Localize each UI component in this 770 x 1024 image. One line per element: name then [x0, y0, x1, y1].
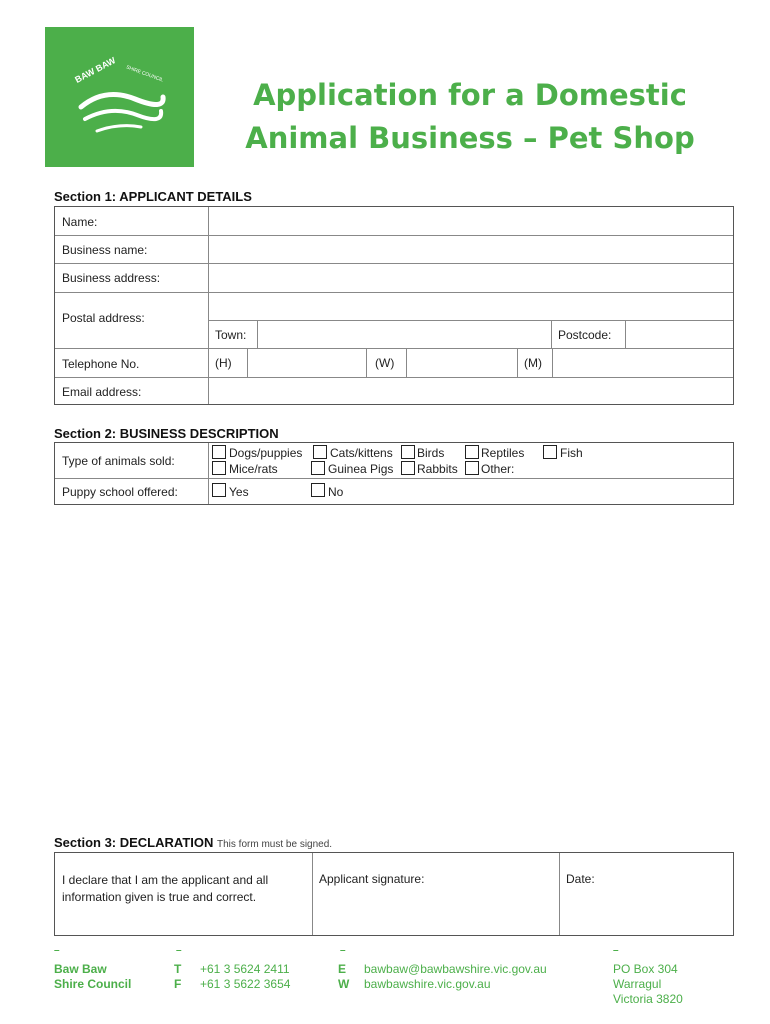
footer-phone-keys — [174, 962, 181, 992]
mice-checkbox[interactable] — [212, 461, 226, 475]
declaration-line-1: I declare that I am the applicant and all — [62, 873, 269, 887]
date-field[interactable] — [560, 853, 733, 935]
footer-w: W — [338, 977, 350, 991]
guinea-pigs-label: Guinea Pigs — [328, 462, 394, 476]
mobile-phone-field[interactable] — [553, 349, 733, 377]
footer-f: F — [174, 977, 182, 991]
footer-contacts — [364, 962, 547, 992]
title-line-2: Animal Business – Pet Shop — [245, 121, 695, 155]
signature-label: Applicant signature: — [319, 872, 425, 886]
footer-state: Victoria 3820 — [613, 992, 683, 1006]
rabbits-label: Rabbits — [417, 462, 458, 476]
puppy-no-checkbox[interactable] — [311, 483, 325, 497]
footer-po: PO Box 304 — [613, 962, 678, 976]
puppy-yes-label: Yes — [229, 485, 249, 499]
section-2-heading: Section 2: BUSINESS DESCRIPTION — [54, 426, 279, 441]
logo-subtext: SHIRE COUNCIL — [125, 64, 165, 84]
cats-label: Cats/kittens — [330, 446, 393, 460]
fish-checkbox[interactable] — [543, 445, 557, 459]
work-phone-field[interactable] — [407, 349, 517, 377]
birds-label: Birds — [417, 446, 445, 460]
mice-label: Mice/rats — [229, 462, 278, 476]
footer-council-name — [54, 962, 131, 992]
fish-label: Fish — [560, 446, 583, 460]
signature-field[interactable] — [313, 853, 559, 935]
footer-contact-keys — [338, 962, 349, 992]
mobile-phone-label: (M) — [524, 356, 542, 370]
reptiles-label: Reptiles — [481, 446, 525, 460]
birds-checkbox[interactable] — [401, 445, 415, 459]
council-logo — [45, 27, 194, 167]
section-1-heading: Section 1: APPLICANT DETAILS — [54, 189, 252, 204]
home-phone-label: (H) — [215, 356, 232, 370]
page-title — [200, 74, 740, 160]
footer-phone[interactable]: +61 3 5624 2411 — [200, 962, 290, 976]
footer-town: Warragul — [613, 977, 662, 991]
other-checkbox[interactable] — [465, 461, 479, 475]
cats-checkbox[interactable] — [313, 445, 327, 459]
puppy-yes-checkbox[interactable] — [212, 483, 226, 497]
animals-label: Type of animals sold: — [62, 454, 175, 468]
footer-email-link[interactable]: bawbaw@bawbawshire.vic.gov.au — [364, 962, 547, 976]
business-address-field[interactable] — [209, 264, 733, 292]
postcode-field[interactable] — [626, 321, 733, 348]
puppy-school-label: Puppy school offered: — [62, 485, 178, 499]
footer-phones — [200, 962, 290, 992]
dogs-label: Dogs/puppies — [229, 446, 303, 460]
section-3-heading — [54, 835, 332, 850]
home-phone-field[interactable] — [248, 349, 366, 377]
section-3-note: This form must be signed. — [217, 839, 333, 850]
declaration-text — [62, 872, 268, 906]
footer-postal — [613, 962, 683, 1007]
logo-wave-icon — [45, 27, 194, 167]
telephone-label: Telephone No. — [62, 357, 140, 371]
name-label: Name: — [62, 215, 98, 229]
date-label: Date: — [566, 872, 595, 886]
footer-name-2: Shire Council — [54, 977, 132, 991]
footer-dash-4: – — [613, 945, 619, 956]
footer-name-1: Baw Baw — [54, 962, 107, 976]
dogs-checkbox[interactable] — [212, 445, 226, 459]
postal-address-field[interactable] — [209, 293, 733, 320]
town-field[interactable] — [258, 321, 551, 348]
puppy-no-label: No — [328, 485, 344, 499]
name-field[interactable] — [209, 207, 733, 235]
town-label: Town: — [215, 328, 247, 342]
declaration-line-2: information given is true and correct. — [62, 890, 257, 904]
section-3-title: Section 3: DECLARATION — [54, 835, 214, 850]
footer-web-link[interactable]: bawbawshire.vic.gov.au — [364, 977, 491, 991]
reptiles-checkbox[interactable] — [465, 445, 479, 459]
business-description-table — [54, 442, 734, 505]
business-address-label: Business address: — [62, 271, 161, 285]
applicant-details-table — [54, 206, 734, 405]
guinea-pigs-checkbox[interactable] — [311, 461, 325, 475]
postal-address-label: Postal address: — [62, 311, 145, 325]
email-field[interactable] — [209, 378, 733, 404]
declaration-table — [54, 852, 734, 936]
postcode-label: Postcode: — [558, 328, 612, 342]
title-line-1: Application for a Domestic — [253, 78, 687, 112]
other-label: Other: — [481, 462, 515, 476]
footer-dash-3: – — [340, 945, 346, 956]
email-label: Email address: — [62, 385, 142, 399]
rabbits-checkbox[interactable] — [401, 461, 415, 475]
footer-e: E — [338, 962, 347, 976]
work-phone-label: (W) — [375, 356, 395, 370]
business-name-label: Business name: — [62, 243, 148, 257]
footer-t: T — [174, 962, 182, 976]
business-name-field[interactable] — [209, 236, 733, 263]
footer-fax: +61 3 5622 3654 — [200, 977, 291, 991]
footer-dash-2: – — [176, 945, 182, 956]
logo-text: BAW BAW — [73, 55, 118, 85]
footer-dash-1: – — [54, 945, 60, 956]
